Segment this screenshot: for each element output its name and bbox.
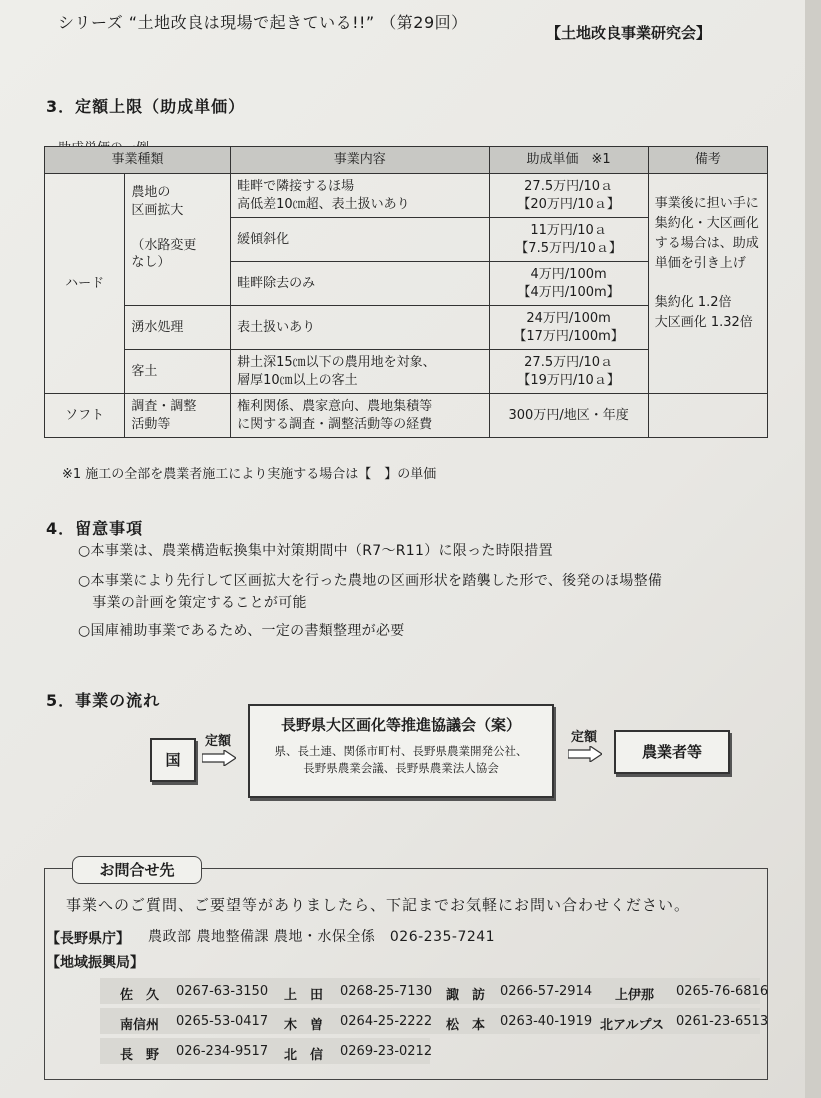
price-cell: 300万円/地区・年度: [489, 394, 648, 438]
contact-tab: お問合せ先: [72, 856, 202, 884]
note-rates: 集約化 1.2倍 大区画化 1.32倍: [654, 294, 753, 330]
subtype-soil: 客土: [125, 350, 231, 394]
subtype-survey: 調査・調整 活動等: [125, 394, 231, 438]
office-name: 木 曽: [284, 1018, 324, 1033]
price-cell: 27.5万円/10ａ 【19万円/10ａ】: [489, 350, 648, 394]
pref-office-label: 【長野県庁】: [46, 931, 130, 947]
price-cell: 24万円/100m 【17万円/100m】: [489, 306, 648, 350]
farmers-label: 農業者等: [641, 743, 702, 761]
page-edge: [805, 0, 821, 1098]
office-tel: 0265-53-0417: [176, 1014, 269, 1029]
office-tel: 0263-40-1919: [500, 1014, 593, 1029]
section5-heading: 5．事業の流れ: [46, 691, 161, 710]
national-label: 国: [165, 751, 181, 769]
notice-item: 事業の計画を策定することが可能: [78, 595, 307, 611]
section3-heading: 3．定額上限（助成単価）: [46, 97, 246, 116]
office-tel: 0267-63-3150: [176, 984, 269, 999]
regional-office-label: 【地域振興局】: [46, 955, 144, 971]
soft-label: ソフト: [45, 394, 125, 438]
col-header-price: 助成単価 ※1: [489, 147, 648, 174]
office-tel: 0268-25-7130: [340, 984, 433, 999]
council-members: 県、長土連、関係市町村、長野県農業開発公社、 長野県農業会議、長野県農業法人協会: [274, 744, 528, 776]
contact-intro: 事業へのご質問、ご要望等がありましたら、下記までお気軽にお問い合わせください。: [66, 896, 691, 914]
flow-label-2: 定額: [571, 730, 598, 745]
office-name: 上伊那: [615, 988, 655, 1003]
note-empty-cell: [648, 394, 767, 438]
flow-arrow-1-icon: [202, 750, 236, 766]
table-row: [45, 394, 768, 438]
hard-label: ハード: [45, 174, 125, 394]
office-name: 上 田: [284, 988, 324, 1003]
subtype-expand: 農地の 区画拡大 （水路変更 なし）: [125, 174, 231, 306]
office-name: 佐 久: [120, 988, 160, 1003]
table-header-row: [45, 147, 768, 174]
national-box: [150, 738, 196, 782]
price-cell: 27.5万円/10ａ 【20万円/10ａ】: [489, 174, 648, 218]
farmers-box: [614, 730, 730, 774]
council-box: [248, 704, 554, 798]
flow-arrow-2-icon: [568, 746, 602, 762]
subtype-spring: 湧水処理: [125, 306, 231, 350]
content-cell: 畦畔で隣接するほ場 高低差10㎝超、表土扱いあり: [231, 174, 489, 218]
notice-item: ○本事業は、農業構造転換集中対策期間中（R7～R11）に限った時限措置: [78, 543, 553, 559]
office-name: 松 本: [446, 1018, 486, 1033]
price-cell: 11万円/10ａ 【7.5万円/10ａ】: [489, 218, 648, 262]
col-header-note: 備考: [648, 147, 767, 174]
content-cell: 畦畔除去のみ: [231, 262, 489, 306]
office-name: 長 野: [120, 1048, 160, 1063]
price-cell: 4万円/100m 【4万円/100m】: [489, 262, 648, 306]
office-tel: 0269-23-0212: [340, 1044, 433, 1059]
council-title: 長野県大区画化等推進協議会（案）: [280, 716, 521, 734]
office-tel: 0266-57-2914: [500, 984, 593, 999]
pref-office-dept: 農政部 農地整備課 農地・水保全係 026-235-7241: [148, 929, 496, 945]
table-row: [45, 174, 768, 218]
office-tel: 0265-76-6816: [676, 984, 769, 999]
office-name: 諏 訪: [446, 988, 486, 1003]
notice-item: ○国庫補助事業であるため、一定の書類整理が必要: [78, 623, 405, 639]
organization-name: 【土地改良事業研究会】: [546, 24, 712, 42]
content-cell: 権利関係、農家意向、農地集積等 に関する調査・調整活動等の経費: [231, 394, 489, 438]
note-cell: [648, 174, 767, 394]
office-name: 南信州: [120, 1018, 160, 1033]
col-header-content: 事業内容: [231, 147, 489, 174]
office-tel: 026-234-9517: [176, 1044, 269, 1059]
flow-label-1: 定額: [205, 734, 232, 749]
note-text: 事業後に担い手に集約化・大区画化する場合は、助成単価を引き上げ: [654, 196, 759, 272]
col-header-type: 事業種類: [45, 147, 231, 174]
office-tel: 0261-23-6513: [676, 1014, 769, 1029]
table-footnote: ※1 施工の全部を農業者施工により実施する場合は【 】の単価: [62, 467, 437, 482]
office-name: 北 信: [284, 1048, 324, 1063]
section4-heading: 4．留意事項: [46, 519, 144, 538]
grant-rate-table: [44, 146, 768, 438]
content-cell: 耕土深15㎝以下の農用地を対象、 層厚10㎝以上の客土: [231, 350, 489, 394]
series-title: シリーズ “土地改良は現場で起きている!!” （第29回）: [58, 13, 468, 32]
notice-item: ○本事業により先行して区画拡大を行った農地の区画形状を踏襲した形で、後発のほ場整備: [78, 573, 663, 589]
office-tel: 0264-25-2222: [340, 1014, 433, 1029]
office-name: 北アルプス: [600, 1018, 664, 1033]
content-cell: 緩傾斜化: [231, 218, 489, 262]
content-cell: 表土扱いあり: [231, 306, 489, 350]
